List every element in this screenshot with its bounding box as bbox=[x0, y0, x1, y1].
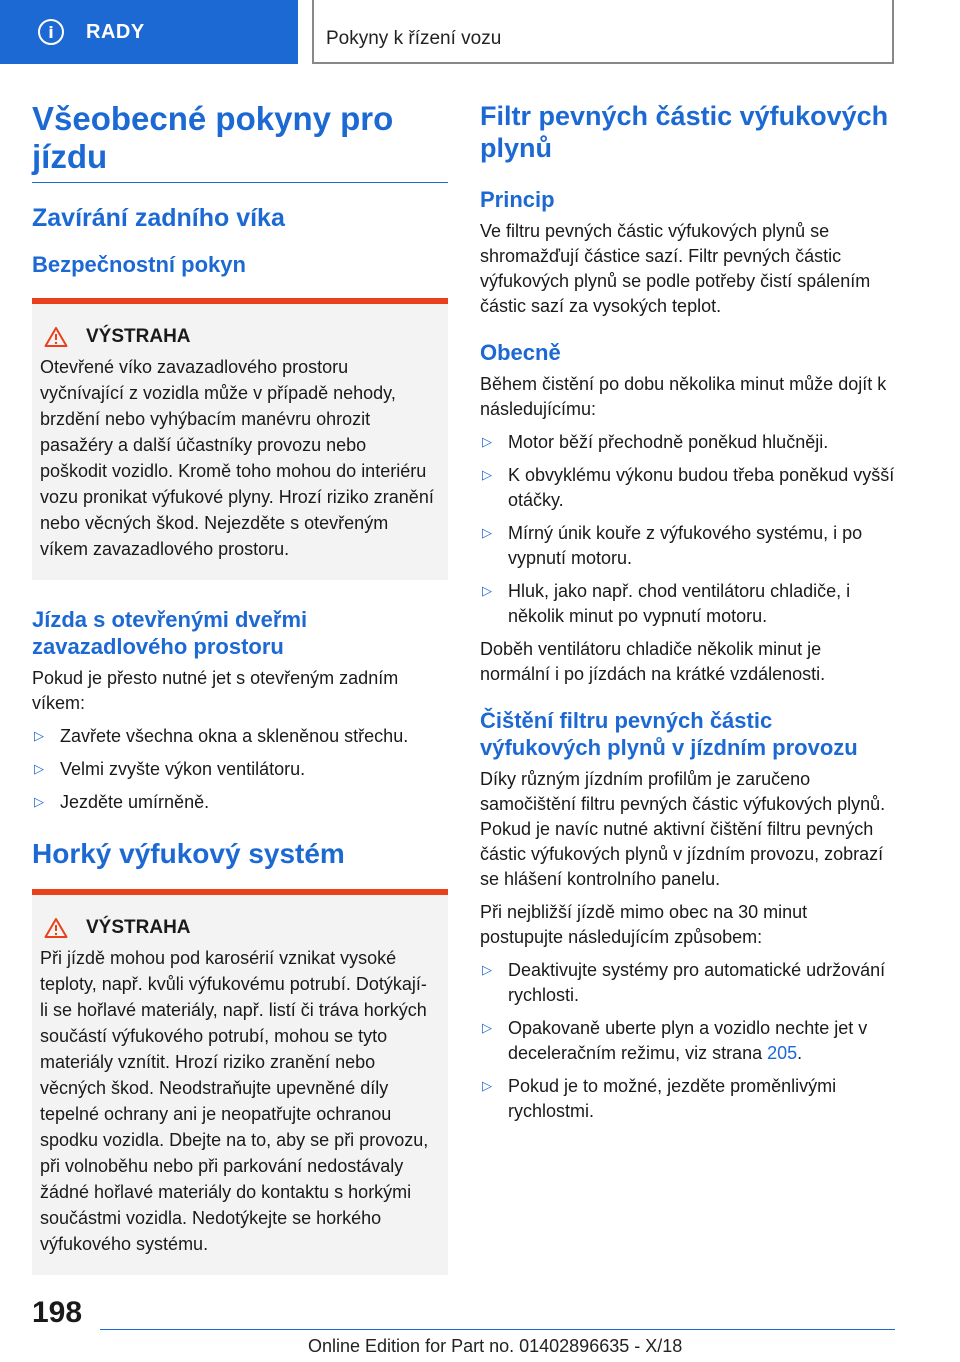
list-item: ▷ Pokud je to možné, jezděte proměnlivými rychlostmi. bbox=[482, 1076, 837, 1121]
header-tab-label: RADY bbox=[86, 20, 145, 43]
list-item: ▷ Opakovaně uberte plyn a vozidlo nechte jet v deceleračním režimu, viz strana 205. bbox=[482, 1018, 868, 1063]
paragraph-cleaning-1: Díky různým jízdním profilům je zaručeno samočištění filtru pevných částic výfukových plynů. Pokud je navíc nutné aktivní čištění filtru pevných částic výfukových plynů v jízdním provozu, zobrazí se hlášení kontrolního panelu. bbox=[480, 769, 886, 889]
header-tab bbox=[0, 0, 298, 64]
warning-text: Při jízdě mohou pod karosérií vznikat vysoké teploty, např. kvůli výfukovému potrubí. Dotýkají-li se hořlavé materiály, např. listí či tráva horkých součástí výfukového potrubí, mohou se tyto materiály vznítit. Hrozí riziko zranění nebo věcných škod. Neodstraňujte upevněné díly tepelné ochrany ani je neopatřujte ochranou spodku vozidla. Dbejte na to, aby se při provozu, při volnoběhu nebo při parkování nedostávaly žádné hořlavé materiály do kontaktu s horkými součástmi vozidla. Nedotýkejte se horkého výfukového systému. bbox=[40, 948, 429, 1254]
bullet-triangle-icon: ▷ bbox=[482, 584, 492, 599]
warning-triangle-icon bbox=[44, 326, 68, 348]
list-item: ▷ Velmi zvyšte výkon ventilátoru. bbox=[32, 757, 448, 782]
warning-box-exhaust bbox=[32, 889, 448, 1275]
bullet-triangle-icon: ▷ bbox=[482, 1021, 492, 1036]
paragraph-general: Během čistění po dobu několika minut může dojít k následujícímu: bbox=[480, 374, 887, 419]
subsection-title-safety: Bezpečnostní pokyn bbox=[32, 252, 246, 277]
list-item: ▷ Deaktivujte systémy pro automatické udržování rychlosti. bbox=[482, 960, 886, 1005]
warning-triangle-icon bbox=[44, 917, 68, 939]
warning-box-tailgate bbox=[32, 298, 448, 580]
bullet-triangle-icon: ▷ bbox=[34, 729, 44, 744]
bullet-triangle-icon: ▷ bbox=[482, 468, 492, 483]
paragraph-open-door: Pokud je přesto nutné jet s otevřeným zadním víkem: bbox=[32, 668, 399, 713]
bullet-triangle-icon: ▷ bbox=[482, 963, 492, 978]
list-item: ▷ K obvyklému výkonu budou třeba poněkud vyšší otáčky. bbox=[482, 465, 895, 510]
chapter-header bbox=[312, 0, 894, 64]
bullet-triangle-icon: ▷ bbox=[34, 795, 44, 810]
list-cleaning bbox=[480, 958, 895, 1124]
list-item: ▷ Jezděte umírněně. bbox=[32, 790, 448, 815]
section-title-tailgate: Zavírání zadního víka bbox=[32, 204, 285, 232]
page-title: Všeobecné pokyny pro jízdu bbox=[32, 100, 394, 175]
paragraph-principle: Ve filtru pevných částic výfukových plynů se shromažďují částice sazí. Filtr pevných částic výfukových plynů se podle potřeby čistí spálením částic sazí za vysokých teplot. bbox=[480, 221, 871, 316]
page-reference-link[interactable]: 205 bbox=[767, 1043, 798, 1063]
bullet-triangle-icon: ▷ bbox=[482, 435, 492, 450]
subsection-title-open-door: Jízda s otevřenými dveřmi zavazadlového prostoru bbox=[32, 607, 308, 659]
list-general bbox=[480, 430, 895, 629]
warning-text: Otevřené víko zavazadlového prostoru vyčnívající z vozidla může v případě nehody, brzdění nebo vyhýbacím manévru ohrozit pasažéry a další účastníky provozu nebo poškodit vozidlo. Kromě toho mohou do interiéru vozu pronikat výfukové plyny. Hrozí riziko zranění nebo věcných škod. Nejezděte s otevřeným víkem zavazadlového prostoru. bbox=[40, 357, 434, 559]
warning-title: VÝSTRAHA bbox=[86, 917, 191, 938]
bullet-triangle-icon: ▷ bbox=[34, 762, 44, 777]
subsection-title-principle: Princip bbox=[480, 187, 555, 212]
info-circle-icon: i bbox=[38, 19, 64, 45]
footer-edition: Online Edition for Part no. 01402896635 - X/18 bbox=[308, 1336, 683, 1356]
list-item: ▷ Mírný únik kouře z výfukového systému, i po vypnutí motoru. bbox=[482, 523, 863, 568]
title-rule bbox=[32, 182, 448, 183]
warning-title: VÝSTRAHA bbox=[86, 326, 191, 347]
right-column bbox=[480, 100, 895, 1132]
footer-rule bbox=[100, 1329, 895, 1330]
paragraph-cleaning-2: Při nejbližší jízdě mimo obec na 30 minut postupujte následujícím způsobem: bbox=[480, 902, 808, 947]
chapter-title: Pokyny k řízení vozu bbox=[326, 28, 502, 49]
left-column bbox=[32, 100, 448, 1301]
bullet-triangle-icon: ▷ bbox=[482, 1079, 492, 1094]
section-title-exhaust: Horký výfukový systém bbox=[32, 838, 345, 869]
list-item: ▷ Zavřete všechna okna a skleněnou střechu. bbox=[32, 724, 448, 749]
bullet-triangle-icon: ▷ bbox=[482, 526, 492, 541]
paragraph-fan: Doběh ventilátoru chladiče několik minut je normální i po jízdách na krátké vzdálenosti. bbox=[480, 639, 826, 684]
list-item: ▷ Motor běží přechodně poněkud hlučněji. bbox=[480, 430, 895, 455]
page-number: 198 bbox=[32, 1296, 83, 1329]
list-item: ▷ Hluk, jako např. chod ventilátoru chladiče, i několik minut po vypnutí motoru. bbox=[482, 581, 851, 626]
section-title-filter: Filtr pevných částic výfukových plynů bbox=[480, 101, 889, 163]
subsection-title-general: Obecně bbox=[480, 340, 561, 365]
list-open-door bbox=[32, 724, 448, 815]
subsection-title-cleaning: Čištění filtru pevných částic výfukových plynů v jízdním provozu bbox=[480, 708, 858, 760]
